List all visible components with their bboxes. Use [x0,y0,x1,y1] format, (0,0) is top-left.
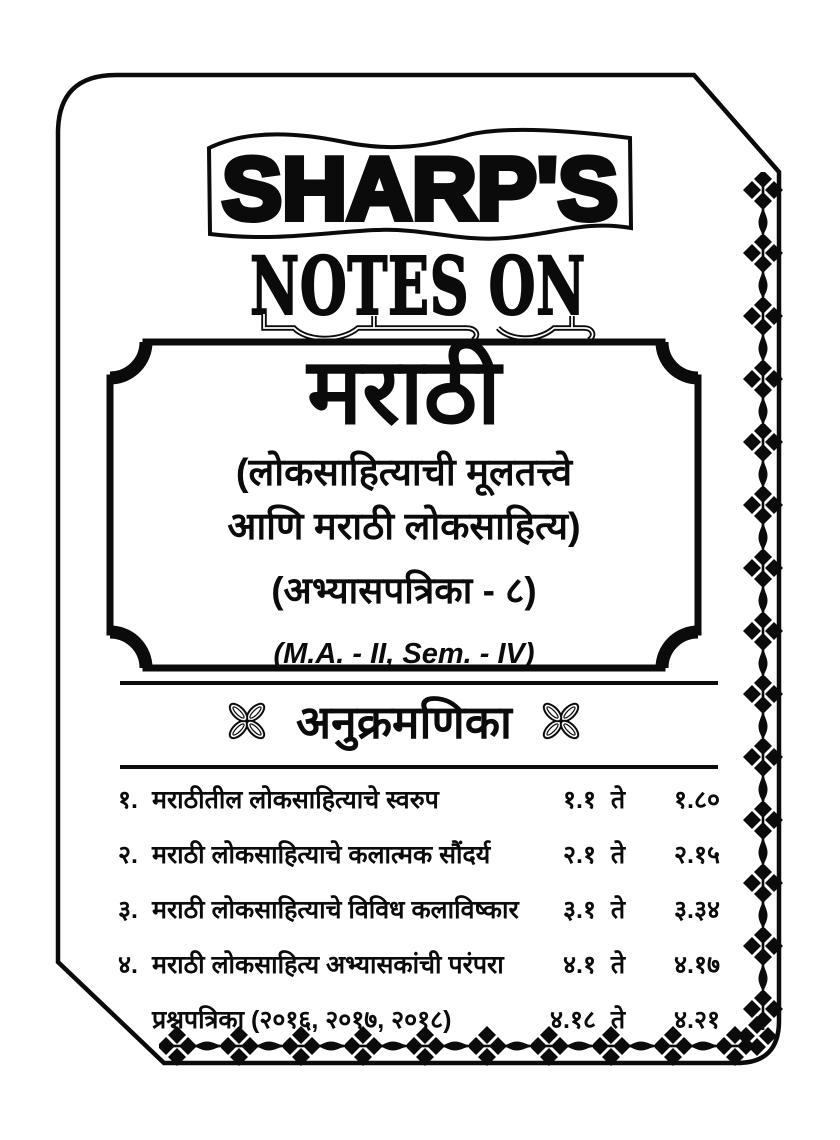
toc-page-from: ३.१ [563,896,596,924]
book-title: मराठी [307,341,501,443]
toc-row [118,892,720,926]
toc-row [118,1002,720,1036]
toc-row [118,947,720,981]
series-title: NOTES ON [250,239,586,333]
toc-page-from: १.१ [563,786,596,814]
flower-ornament-right-icon [538,698,584,744]
divider-top [120,681,718,685]
diamond-chain-right-icon [740,172,786,1030]
toc-row [118,837,720,871]
toc-item-title: मराठी लोकसाहित्याचे कलात्मक सौंदर्य [152,841,491,869]
toc-item-number: २. [118,841,138,869]
series-block [240,239,620,348]
subtitle-line-2: आणि मराठी लोकसाहित्य) [227,505,581,548]
toc-page-from: २.१ [563,841,596,869]
contents-heading-row [104,690,704,752]
toc-page-to: ४.१७ [674,951,720,979]
toc-page-to: ३.३४ [674,896,720,924]
toc-item-number: ३. [118,896,138,924]
contents-heading: अनुक्रमणिका [296,696,512,748]
toc-page-separator: ते [610,841,626,869]
toc-page-from: ४.१ [563,951,596,979]
title-block [104,341,704,671]
toc-page-from: ४.१८ [550,1006,596,1034]
toc-page-to: २.१५ [674,841,720,869]
toc-item-number: १. [118,786,138,814]
publisher-banner [206,126,634,246]
toc-page-separator: ते [610,786,626,814]
divider-bottom [120,765,718,769]
toc-page-to: ४.२१ [674,1006,720,1034]
toc-page-separator: ते [610,951,626,979]
publisher-name: SHARP'S [222,139,618,238]
flower-ornament-left-icon [224,698,270,744]
toc-item-title: मराठी लोकसाहित्य अभ्यासकांची परंपरा [152,951,504,979]
toc-item-number: ४. [118,951,138,979]
course-info: (M.A. - II, Sem. - IV) [273,637,535,670]
toc-page-separator: ते [610,1006,626,1034]
toc-item-title: प्रश्नपत्रिका (२०१६, २०१७, २०१८) [152,1006,452,1034]
toc-page-separator: ते [610,896,626,924]
subtitle-line-1: (लोकसाहित्याची मूलतत्त्वे [235,451,573,494]
toc-item-title: मराठी लोकसाहित्याचे विविध कलाविष्कार [152,896,519,924]
toc-page-to: १.८० [674,786,720,814]
toc-item-title: मराठीतील लोकसाहित्याचे स्वरुप [152,786,439,814]
table-of-contents [118,782,720,1057]
toc-row [118,782,720,816]
paper-number: (अभ्यासपत्रिका - ८) [271,569,537,611]
